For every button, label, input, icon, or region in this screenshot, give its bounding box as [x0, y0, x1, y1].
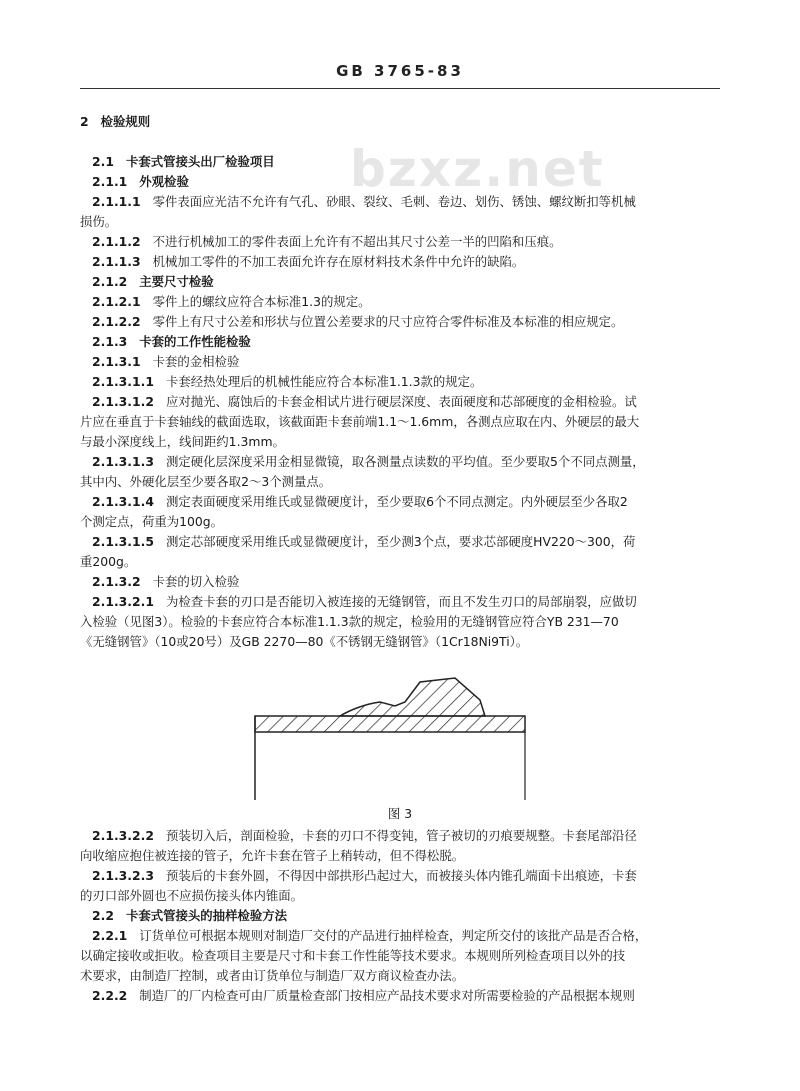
- clause-text: 个测定点，荷重为100g。: [80, 514, 224, 529]
- text-line: [80, 192, 700, 212]
- pipe-wall: [255, 716, 525, 732]
- text-line: [80, 252, 700, 272]
- clause-number: 2.1.3: [92, 334, 128, 349]
- text-line: [80, 966, 700, 986]
- clause-text: 损伤。: [80, 214, 118, 229]
- clause-number: 2.1.3.1.2: [92, 394, 154, 409]
- clause-number: 2.1: [92, 154, 114, 169]
- clause-number: 2.1.3.1.3: [92, 454, 154, 469]
- text-line: [80, 492, 700, 512]
- text-line: [80, 866, 700, 886]
- text-line: [80, 332, 700, 352]
- clause-number: 2.1.2.1: [92, 294, 141, 309]
- text-line: [80, 592, 700, 612]
- text-line: [80, 412, 700, 432]
- section-heading: 卡套的工作性能检验: [139, 334, 251, 349]
- clause-number: 2.2: [92, 908, 114, 923]
- clause-text: 向收缩应抱住被连接的管子，允许卡套在管子上稍转动，但不得松脱。: [80, 848, 465, 863]
- text-line: [80, 312, 700, 332]
- clause-number: 2.1.3.2.2: [92, 828, 154, 843]
- clause-text: 重200g。: [80, 554, 137, 569]
- text-line: [80, 172, 700, 192]
- clause-text: 测定芯部硬度采用维氏或显微硬度计，至少测3个点，要求芯部硬度HV220～300，荷: [165, 534, 636, 549]
- section-heading: 卡套式管接头出厂检验项目: [125, 154, 275, 169]
- clause-number: 2.1.1.1: [92, 194, 141, 209]
- text-line: [80, 232, 700, 252]
- text-line: [80, 826, 700, 846]
- figure-3-ferrule-drawing: [240, 660, 540, 800]
- text-block-upper: [80, 112, 700, 652]
- clause-number: 2.1.1.3: [92, 254, 141, 269]
- clause-text: 其中内、外硬化层至少要各取2～3个测量点。: [80, 474, 332, 489]
- text-line: [80, 946, 700, 966]
- text-line: [80, 512, 700, 532]
- clause-number: 2.1.3.2: [92, 574, 141, 589]
- clause-text: 卡套的切入检验: [152, 574, 240, 589]
- clause-text: 入检验（见图3）。检验的卡套应符合本标准1.1.3款的规定，检验用的无缝钢管应符合YB 231—70: [80, 614, 619, 629]
- clause-number: 2.1.3.1.4: [92, 494, 154, 509]
- text-line: [80, 112, 700, 132]
- clause-text: 应对抛光、腐蚀后的卡套金相试片进行硬层深度、表面硬度和芯部硬度的金相检验。试: [165, 394, 637, 409]
- page-header: [80, 52, 720, 88]
- text-block-lower: [80, 826, 700, 1006]
- clause-number: 2.1.3.1: [92, 354, 141, 369]
- text-line: [80, 986, 700, 1006]
- clause-text: 卡套的金相检验: [152, 354, 240, 369]
- text-line: [80, 572, 700, 592]
- header-rule: [80, 88, 720, 89]
- clause-text: 不进行机械加工的零件表面上允许有不超出其尺寸公差一半的凹陷和压痕。: [152, 234, 562, 249]
- clause-number: 2.1.3.2.1: [92, 594, 154, 609]
- clause-text: 制造厂的厂内检查可由厂质量检查部门按相应产品技术要求对所需要检验的产品根据本规则: [139, 988, 635, 1003]
- clause-text: 零件上有尺寸公差和形状与位置公差要求的尺寸应符合零件标准及本标准的相应规定。: [152, 314, 624, 329]
- clause-number: 2.1.3.1.1: [92, 374, 154, 389]
- clause-number: 2: [80, 114, 89, 129]
- watermark-logo: bzxz.net: [350, 140, 605, 198]
- text-line: [80, 292, 700, 312]
- text-line: [80, 272, 700, 292]
- clause-text: 测定表面硬度采用维氏或显微硬度计，至少要取6个不同点测定。内外硬层至少各取2: [165, 494, 628, 509]
- text-line: [80, 846, 700, 866]
- text-line: [80, 392, 700, 412]
- text-line: [80, 886, 700, 906]
- clause-number: 2.1.3.1.5: [92, 534, 154, 549]
- text-line: [80, 906, 700, 926]
- text-line: [80, 212, 700, 232]
- text-line: [80, 352, 700, 372]
- section-heading: 主要尺寸检验: [139, 274, 214, 289]
- text-line: [80, 532, 700, 552]
- text-line: [80, 612, 700, 632]
- clause-number: 2.2.1: [92, 928, 128, 943]
- clause-text: 零件表面应光洁不允许有气孔、砂眼、裂纹、毛刺、卷边、划伤、锈蚀、螺纹断扣等机械: [152, 194, 636, 209]
- section-heading: 卡套式管接头的抽样检验方法: [125, 908, 288, 923]
- section-heading: 外观检验: [139, 174, 189, 189]
- clause-text: 《无缝钢管》（10或20号）及GB 2270—80《不锈钢无缝钢管》（1Cr18Ni9Ti）。: [80, 634, 529, 649]
- clause-text: 订货单位可根据本规则对制造厂交付的产品进行抽样检查，判定所交付的该批产品是否合格，: [139, 928, 648, 943]
- clause-text: 与最小深度线上，线间距约1.3mm。: [80, 434, 285, 449]
- clause-text: 测定硬化层深度采用金相显微镜，取各测量点读数的平均值。至少要取5个不同点测量，: [165, 454, 645, 469]
- text-line: [80, 452, 700, 472]
- clause-text: 的刃口部外圆也不应损伤接头体内锥面。: [80, 888, 304, 903]
- standard-number: GB 3765-83: [336, 62, 464, 80]
- clause-text: 机械加工零件的不加工表面允许存在原材料技术条件中允许的缺陷。: [152, 254, 525, 269]
- clause-text: 预装后的卡套外圆，不得因中部拱形凸起过大，而被接头体内锥孔端面卡出痕迹，卡套: [165, 868, 637, 883]
- clause-text: 片应在垂直于卡套轴线的截面选取，该截面距卡套前端1.1～1.6mm，各测点应取在内、外硬层的最大: [80, 414, 640, 429]
- text-line: [80, 552, 700, 572]
- clause-text: 术要求，由制造厂控制，或者由订货单位与制造厂双方商议检查办法。: [80, 968, 465, 983]
- text-line: [80, 372, 700, 392]
- clause-number: 2.1.1.2: [92, 234, 141, 249]
- clause-text: 零件上的螺纹应符合本标准1.3的规定。: [152, 294, 371, 309]
- text-line: [80, 432, 700, 452]
- text-line: [80, 152, 700, 172]
- clause-number: 2.1.3.2.3: [92, 868, 154, 883]
- section-heading: 检验规则: [100, 114, 151, 129]
- text-line: [80, 926, 700, 946]
- clause-text: 卡套经热处理后的机械性能应符合本标准1.1.3款的规定。: [165, 374, 483, 389]
- clause-number: 2.1.2: [92, 274, 128, 289]
- text-line: [80, 132, 700, 152]
- clause-number: 2.2.2: [92, 988, 128, 1003]
- ferrule-profile: [340, 678, 485, 716]
- text-line: [80, 472, 700, 492]
- clause-number: 2.1.1: [92, 174, 128, 189]
- clause-text: 预装切入后，剖面检验，卡套的刃口不得变钝，管子被切的刃痕要规整。卡套尾部沿径: [165, 828, 637, 843]
- clause-text: 为检查卡套的刃口是否能切入被连接的无缝钢管，而且不发生刃口的局部崩裂，应做切: [165, 594, 637, 609]
- figure-caption: 图 3: [387, 806, 413, 821]
- clause-text: 以确定接收或拒收。检查项目主要是尺寸和卡套工作性能等技术要求。本规则所列检查项目以外的技: [80, 948, 626, 963]
- clause-number: 2.1.2.2: [92, 314, 141, 329]
- text-line: [80, 632, 700, 652]
